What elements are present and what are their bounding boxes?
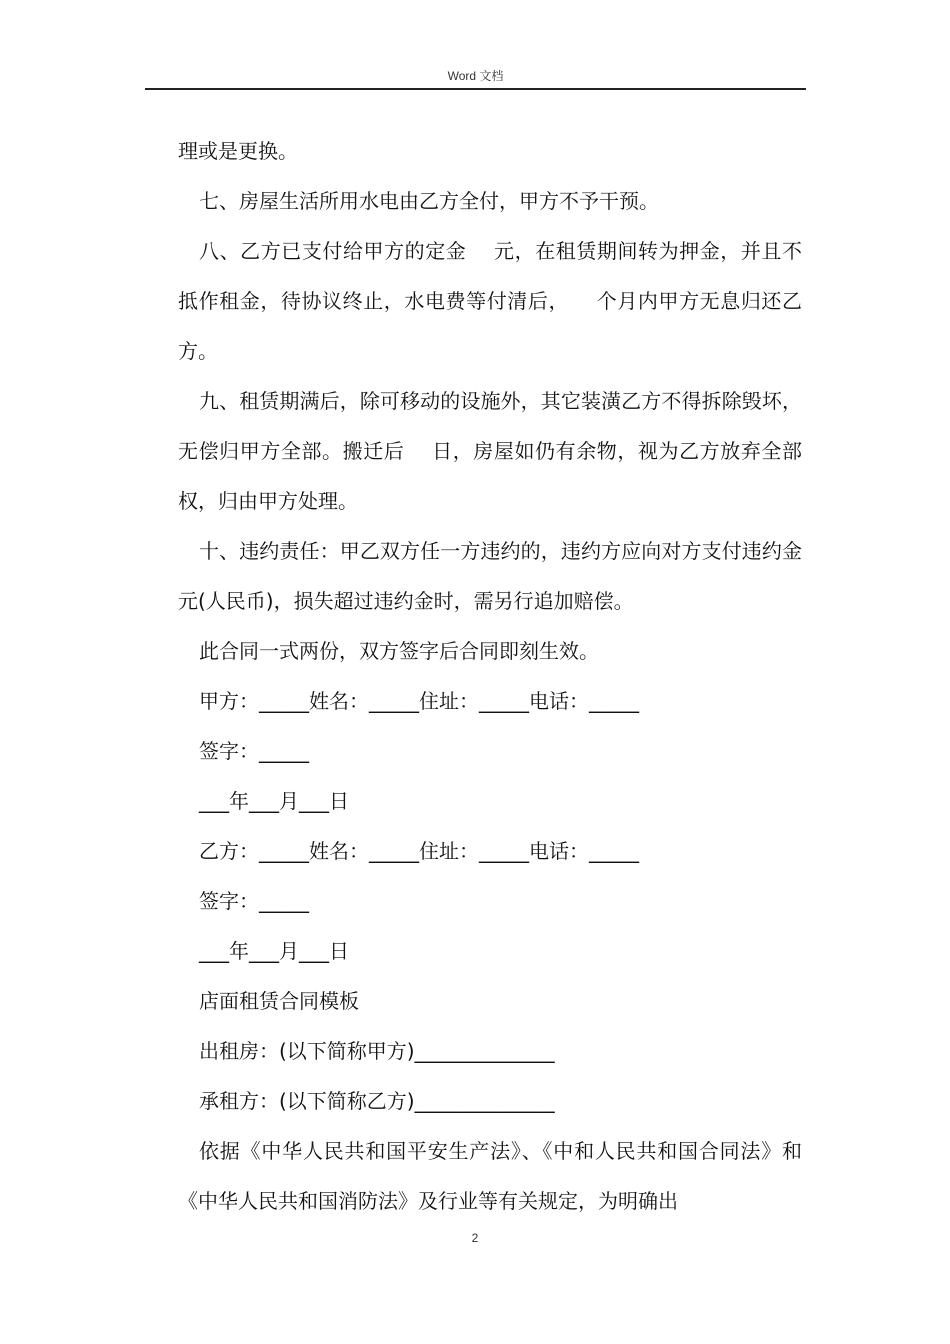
paragraph: 理或是更换。: [178, 139, 298, 163]
legal-basis-paragraph: 依据《中华人民共和国平安生产法》、《中和人民共和国合同法》和《中华人民共和国消防法》及行业等有关规定，为明确出: [178, 1139, 802, 1213]
page-number: 2: [471, 1231, 479, 1245]
clause-9: 九、租赁期满后，除可移动的设施外，其它装潢乙方不得拆除毁坏，无偿归甲方全部。搬迁后 日，房屋如仍有余物，视为乙方放弃全部权，归由甲方处理。: [178, 389, 802, 513]
party-a-date-line: ___年___月___日: [199, 789, 349, 813]
effective-statement: 此合同一式两份，双方签字后合同即刻生效。: [199, 639, 599, 663]
template-title: 店面租赁合同模板: [199, 989, 359, 1013]
party-b-date-line: ___年___月___日: [199, 939, 349, 963]
lessee-line: 承租方：(以下简称乙方)______________: [199, 1089, 555, 1113]
lessor-line: 出租房：(以下简称甲方)______________: [199, 1039, 555, 1063]
document-body: [178, 126, 802, 1226]
clause-8: 八、乙方已支付给甲方的定金 元，在租赁期间转为押金，并且不抵作租金，待协议终止，水电费等付清后， 个月内甲方无息归还乙方。: [178, 239, 802, 363]
page-header: [145, 66, 806, 90]
header-title: Word 文档: [447, 69, 504, 83]
page-footer: [0, 1230, 950, 1246]
party-a-info-line: 甲方：_____姓名：_____住址：_____电话：_____: [199, 689, 639, 713]
clause-10: 十、违约责任：甲乙双方任一方违约的，违约方应向对方支付违约金元(人民币)，损失超过违约金时，需另行追加赔偿。: [178, 539, 802, 613]
clause-7: 七、房屋生活所用水电由乙方全付，甲方不予干预。: [199, 189, 659, 213]
party-b-info-line: 乙方：_____姓名：_____住址：_____电话：_____: [199, 839, 639, 863]
party-b-signature-line: 签字：_____: [199, 889, 309, 913]
party-a-signature-line: 签字：_____: [199, 739, 309, 763]
